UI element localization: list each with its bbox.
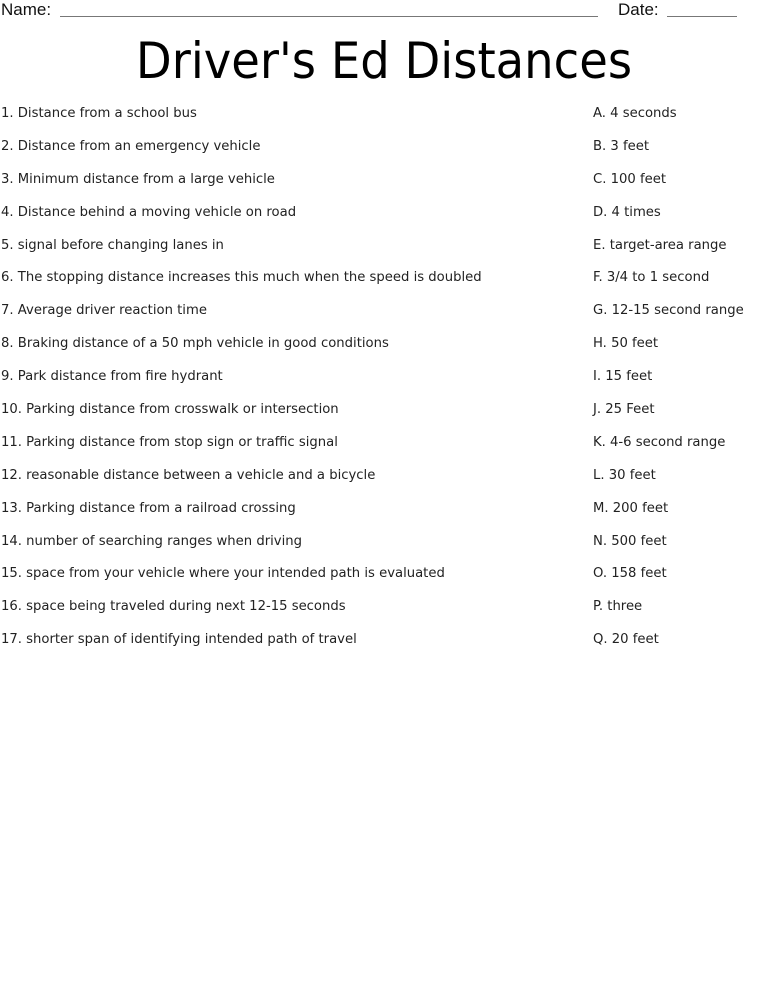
question-item: 13. Parking distance from a railroad crossing xyxy=(1,500,296,516)
question-item: 4. Distance behind a moving vehicle on road xyxy=(1,204,297,220)
question-item: 15. space from your vehicle where your intended path is evaluated xyxy=(1,566,445,582)
question-item: 7. Average driver reaction time xyxy=(1,303,207,319)
question-item: 14. number of searching ranges when driving xyxy=(1,533,302,549)
answer-item: E. target-area range xyxy=(593,237,727,253)
answer-item: Q. 20 feet xyxy=(593,632,659,648)
question-item: 9. Park distance from fire hydrant xyxy=(1,369,223,385)
answer-item: N. 500 feet xyxy=(593,533,667,549)
answer-item: C. 100 feet xyxy=(593,171,666,187)
answer-item: J. 25 Feet xyxy=(593,402,655,418)
answer-item: K. 4-6 second range xyxy=(593,434,726,450)
question-item: 16. space being traveled during next 12-15 seconds xyxy=(1,599,346,615)
question-item: 1. Distance from a school bus xyxy=(1,106,197,121)
question-item: 12. reasonable distance between a vehicle and a bicycle xyxy=(1,467,376,483)
answer-item: D. 4 times xyxy=(593,204,661,220)
question-item: 5. signal before changing lanes in xyxy=(1,237,224,253)
question-item: 17. shorter span of identifying intended path of travel xyxy=(1,632,357,648)
question-item: 11. Parking distance from stop sign or traffic signal xyxy=(1,434,338,450)
answer-item: M. 200 feet xyxy=(593,500,669,516)
question-item: 2. Distance from an emergency vehicle xyxy=(1,138,261,154)
question-item: 8. Braking distance of a 50 mph vehicle in good conditions xyxy=(1,336,389,352)
answer-item: F. 3/4 to 1 second xyxy=(593,270,710,286)
page-title: Driver's Ed Distances xyxy=(135,32,633,90)
answer-item: I. 15 feet xyxy=(593,369,653,385)
answer-item: H. 50 feet xyxy=(593,336,659,352)
date-label: Date: xyxy=(618,0,659,19)
answer-item: L. 30 feet xyxy=(593,467,656,483)
answer-item: G. 12-15 second range xyxy=(593,303,744,319)
answer-item: P. three xyxy=(593,599,643,615)
name-date-header xyxy=(0,0,768,22)
date-blank-line[interactable] xyxy=(667,16,737,17)
questions-list xyxy=(1,104,581,663)
question-item: 10. Parking distance from crosswalk or intersection xyxy=(1,402,339,418)
answers-list xyxy=(593,104,768,663)
answer-item: B. 3 feet xyxy=(593,138,650,154)
question-item: 3. Minimum distance from a large vehicle xyxy=(1,171,275,187)
answer-item: A. 4 seconds xyxy=(593,106,677,121)
answer-item: O. 158 feet xyxy=(593,566,667,582)
question-item: 6. The stopping distance increases this much when the speed is doubled xyxy=(1,270,482,286)
name-label: Name: xyxy=(1,0,52,19)
name-blank-line[interactable] xyxy=(60,16,598,17)
